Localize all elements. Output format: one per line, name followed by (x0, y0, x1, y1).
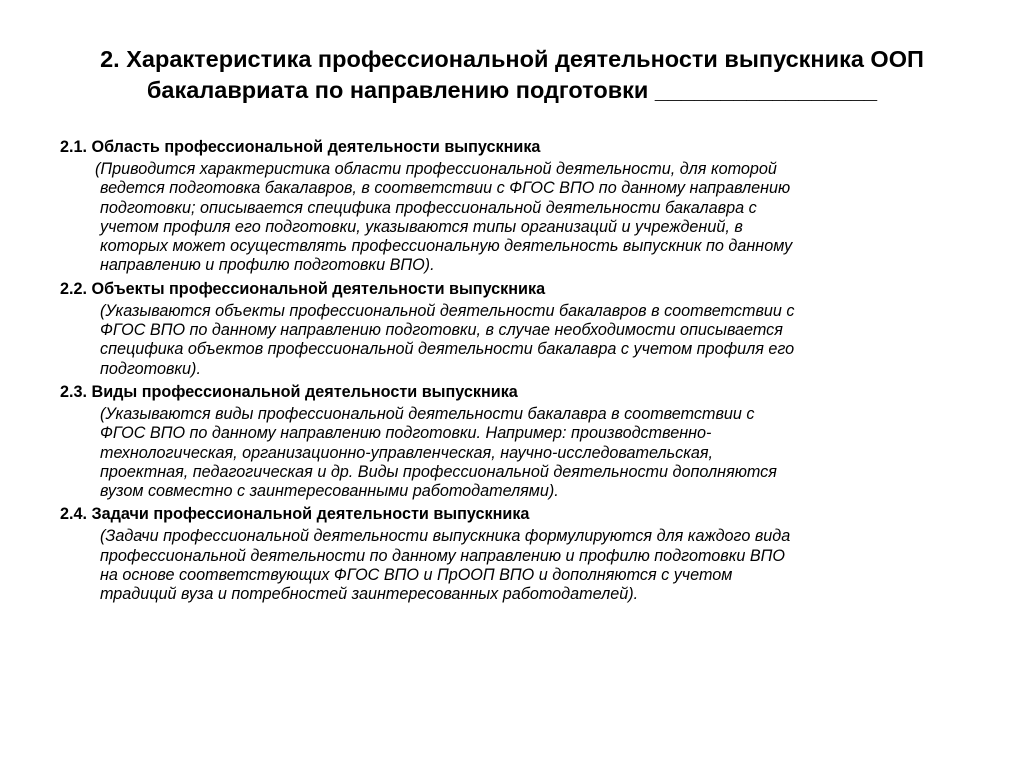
section-body-line: ФГОС ВПО по данному направлению подготовки. Например: производственно- (100, 424, 712, 443)
slide-title (40, 44, 984, 106)
section-body-line: подготовки; описывается специфика профессиональной деятельности бакалавра с (100, 198, 757, 217)
section-body-line: традиций вуза и потребностей заинтересованных работодателей). (100, 585, 639, 604)
section-body-line: специфика объектов профессиональной деятельности бакалавра с учетом профиля его (100, 340, 795, 359)
section-heading-2-1: 2.1. Область профессиональной деятельности выпускника (60, 138, 541, 156)
section-body-line: ФГОС ВПО по данному направлению подготовки, в случае необходимости описывается (100, 321, 783, 340)
section-body-2-1 (60, 160, 980, 276)
section-body-2-4 (60, 527, 980, 604)
section-body-line: вузом совместно с заинтересованными работодателями). (100, 482, 559, 501)
section-heading-2-3: 2.3. Виды профессиональной деятельности выпускника (60, 382, 518, 401)
section-heading-2-4: 2.4. Задачи профессиональной деятельности выпускника (60, 505, 530, 524)
section-body-line: ведется подготовка бакалавров, в соответствии с ФГОС ВПО по данному направлению (100, 179, 791, 198)
section-body-line: профессиональной деятельности по данному направлению и профилю подготовки ВПО (100, 546, 785, 565)
section-body-line: (Приводится характеристика области профессиональной деятельности, для которой (95, 160, 777, 178)
slide-title-line-2: бакалавриата по направлению подготовки _________________ (146, 77, 878, 103)
section-body-2-2 (60, 302, 980, 379)
section-body-line: направлению и профилю подготовки ВПО). (100, 256, 435, 275)
section-body-2-3 (60, 405, 980, 501)
section-body-line: подготовки). (100, 359, 201, 378)
section-heading-2-2: 2.2. Объекты профессиональной деятельности выпускника (60, 279, 546, 298)
section-body-line: (Задачи профессиональной деятельности выпускника формулируются для каждого вида (100, 527, 791, 546)
section-body-line: (Указываются объекты профессиональной деятельности бакалавров в соответствии с (100, 301, 795, 320)
section-body-line: учетом профиля его подготовки, указываются типы организаций и учреждений, в (100, 217, 743, 236)
section-body-line: на основе соответствующих ФГОС ВПО и ПрООП ВПО и дополняются с учетом (100, 566, 733, 585)
section-body-line: (Указываются виды профессиональной деятельности бакалавра в соответствии с (100, 404, 755, 423)
section-body-line: проектная, педагогическая и др. Виды профессиональной деятельности дополняются (100, 462, 777, 481)
slide-content (60, 137, 980, 605)
section-body-line: которых может осуществлять профессиональную деятельность выпускник по данному (100, 237, 793, 256)
section-body-line: технологическая, организационно-управленческая, научно-исследовательская, (100, 443, 714, 462)
slide-title-line-1: 2. Характеристика профессиональной деятельности выпускника ООП (100, 46, 924, 72)
